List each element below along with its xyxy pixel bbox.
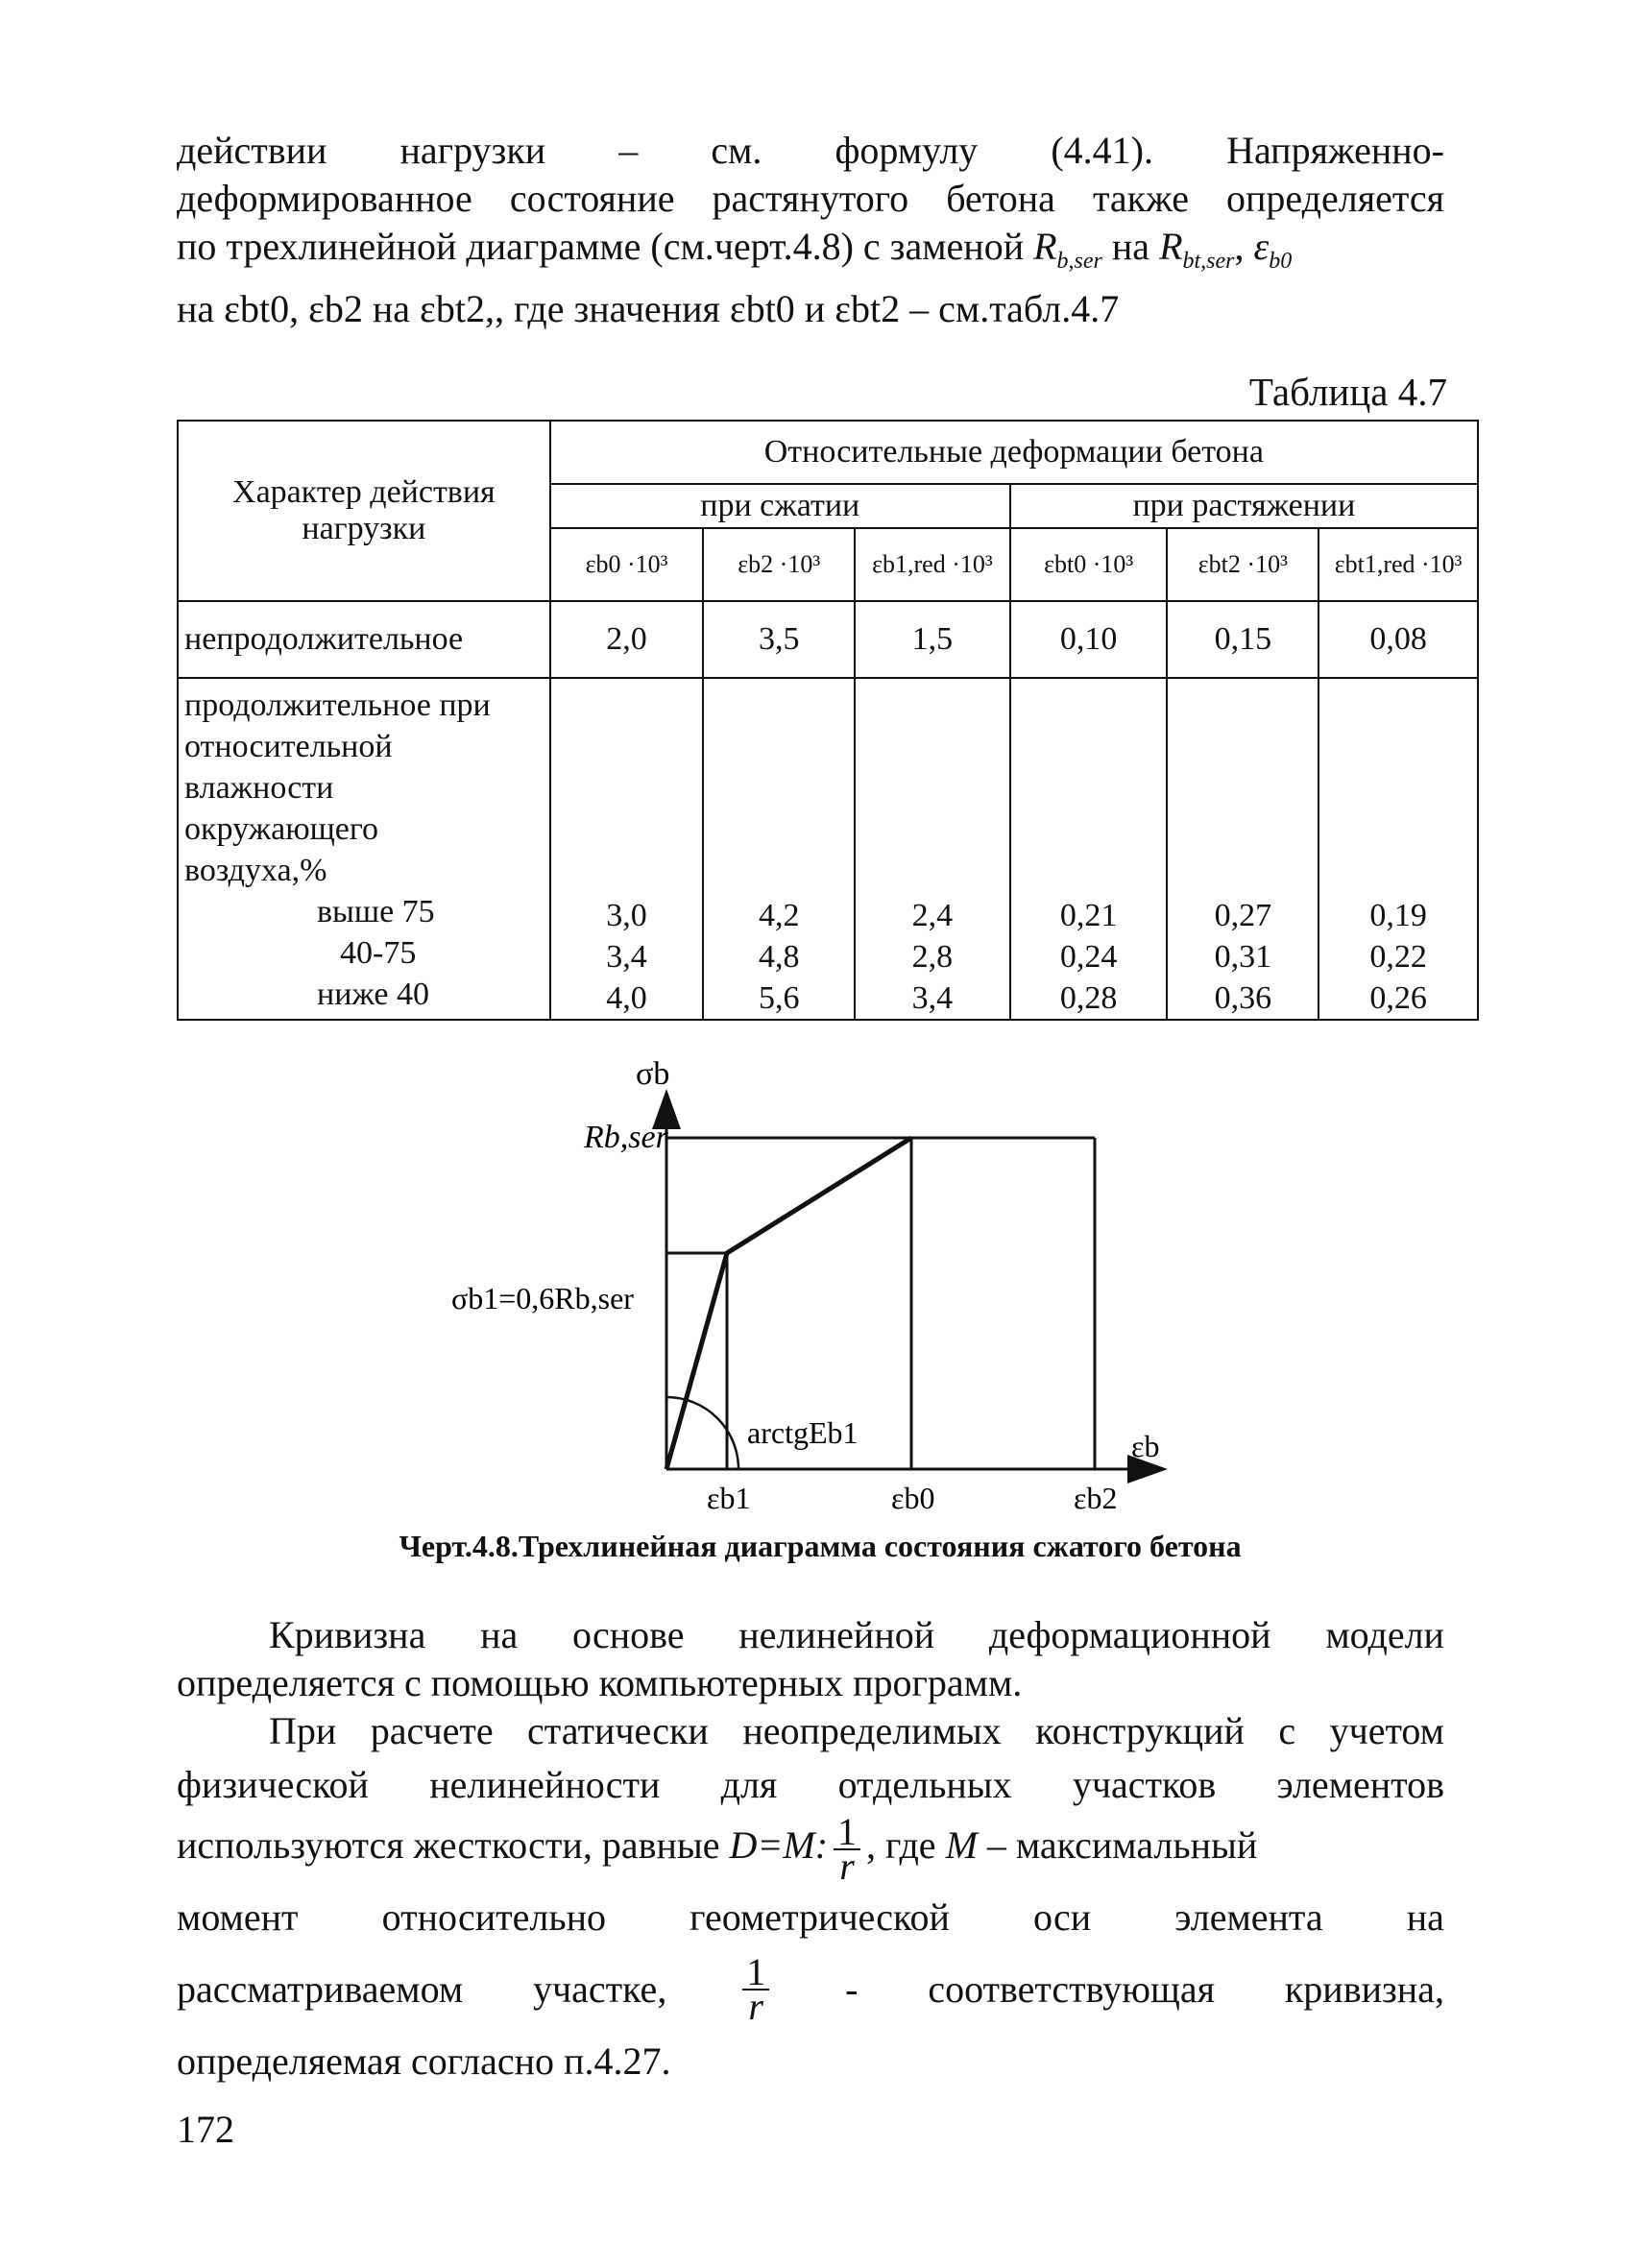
table-cell: 0,08 — [1318, 601, 1478, 678]
word: см. — [711, 129, 762, 172]
deformation-table — [177, 420, 1479, 1021]
eps-header: εbt0 ·10³ — [1010, 528, 1168, 601]
eps-header: εb1,red ·10³ — [855, 528, 1010, 601]
intro-line-2: деформированное состояние растянутого бетона также определяется — [177, 177, 1444, 220]
rbser-label: Rb,ser — [584, 1120, 668, 1155]
word: статически — [527, 1709, 709, 1752]
tension-header: при растяжении — [1010, 484, 1478, 528]
word: элементов — [1276, 1763, 1444, 1806]
word: на — [480, 1613, 519, 1656]
word: расчете — [370, 1709, 494, 1752]
sigma-b1-label: σb1=0,6Rb,ser — [451, 1281, 634, 1315]
page-number: 172 — [177, 2108, 234, 2151]
table-row — [178, 678, 1478, 1020]
word: отдельных — [837, 1763, 1012, 1806]
word: физической — [177, 1763, 369, 1806]
p3-line-2 — [177, 1761, 1444, 1809]
word: формулу — [835, 129, 979, 172]
figure-caption: Черт.4.8.Трехлинейная диаграмма состояния сжатого бетона — [399, 1529, 1242, 1563]
word: элемента — [1174, 1895, 1323, 1939]
p2-line-1 — [177, 1611, 1444, 1659]
table-cell: 4,2 4,8 5,6 — [703, 678, 855, 1020]
table-cell: 0,27 0,31 0,36 — [1167, 678, 1318, 1020]
eps-header: εbt1,red ·10³ — [1318, 528, 1478, 601]
table-cell: 0,10 — [1010, 601, 1168, 678]
x-axis-label: εb — [1131, 1429, 1160, 1463]
word: нелинейной — [738, 1613, 935, 1656]
intro-line-4: на εbt0, εb2 на εbt2,, где значения εbt0 и εbt2 – см.табл.4.7 — [177, 287, 1120, 330]
table-row — [178, 601, 1478, 678]
stiffness-paragraph — [177, 1707, 1444, 2086]
word: с — [1278, 1709, 1296, 1752]
word: участков — [1072, 1763, 1217, 1806]
word: неопределимых — [742, 1709, 1002, 1752]
deformations-header: Относительные деформации бетона — [550, 421, 1478, 484]
arctg-label: arctgEb1 — [747, 1415, 859, 1450]
word: момент — [177, 1895, 299, 1939]
word: нагрузки — [399, 129, 546, 172]
word: нелинейности — [429, 1763, 661, 1806]
eps-header: εb2 ·10³ — [703, 528, 855, 601]
word: учетом — [1329, 1709, 1444, 1752]
table-caption: Таблица 4.7 — [1248, 370, 1447, 414]
word: оси — [1033, 1895, 1092, 1939]
word: Кривизна — [269, 1613, 426, 1656]
p3-line-1 — [177, 1707, 1444, 1755]
table-cell: 0,19 0,22 0,26 — [1318, 678, 1478, 1020]
word: геометрической — [689, 1895, 950, 1939]
word: для — [720, 1763, 778, 1806]
intro-line-3: по трехлинейной диаграмме (см.черт.4.8) с заменой $R_{b,ser}$ на $R_{bt,ser}$, $\varepsilon_{b0}$ — [177, 225, 1293, 274]
p3-line-5: рассматриваемом участке, $\frac{1}{r}$ - соответствующая кривизна, — [177, 1950, 1444, 2028]
intro-line-1 — [177, 127, 1444, 175]
table-cell: 0,21 0,24 0,28 — [1010, 678, 1168, 1020]
three-linear-diagram — [423, 1051, 1191, 1517]
x-tick-label: εb2 — [1074, 1481, 1118, 1515]
eps-header: εb0 ·10³ — [550, 528, 704, 601]
table-cell: 3,5 — [703, 601, 855, 678]
table-cell: 2,0 — [550, 601, 704, 678]
word: Напряженно- — [1226, 129, 1444, 172]
compression-header: при сжатии — [550, 484, 1010, 528]
word: основе — [571, 1613, 685, 1656]
curvature-paragraph — [177, 1611, 1444, 1707]
row-label: непродолжительное — [178, 601, 550, 678]
row-label-long: продолжительное при относительной влажности окружающего воздуха,% выше 75 40-75 ниже 40 — [178, 678, 550, 1020]
word: действии — [177, 129, 327, 172]
p2-line-2: определяется с помощью компьютерных программ. — [177, 1661, 1023, 1704]
word: деформационной — [988, 1613, 1271, 1656]
word: относительно — [381, 1895, 606, 1939]
p3-line-3: используются жесткости, равные D=M: $\frac{1}{r}$ , где M – максимальный — [177, 1810, 1258, 1888]
table-cell: 2,4 2,8 3,4 — [855, 678, 1010, 1020]
table-cell: 0,15 — [1167, 601, 1318, 678]
table-cell: 1,5 — [855, 601, 1010, 678]
load-type-header: Характер действия нагрузки — [178, 421, 550, 601]
x-tick-label: εb0 — [891, 1481, 935, 1515]
word: конструкций — [1035, 1709, 1245, 1752]
word: (4.41). — [1051, 129, 1153, 172]
word: модели — [1325, 1613, 1444, 1656]
p3-line-6: определяемая согласно п.4.27. — [177, 2039, 671, 2083]
x-tick-label: εb1 — [707, 1481, 751, 1515]
y-axis-label: σb — [636, 1056, 670, 1092]
intro-paragraph — [177, 127, 1444, 333]
word: – — [618, 129, 639, 172]
table-cell: 3,0 3,4 4,0 — [550, 678, 704, 1020]
eps-header: εbt2 ·10³ — [1167, 528, 1318, 601]
word: на — [1406, 1895, 1444, 1939]
word: При — [269, 1709, 337, 1752]
fraction-1-r: $\frac{1}{r}$ — [742, 1956, 769, 2023]
p3-line-4 — [177, 1894, 1444, 1942]
fraction-1-r: $\frac{1}{r}$ — [834, 1816, 860, 1883]
